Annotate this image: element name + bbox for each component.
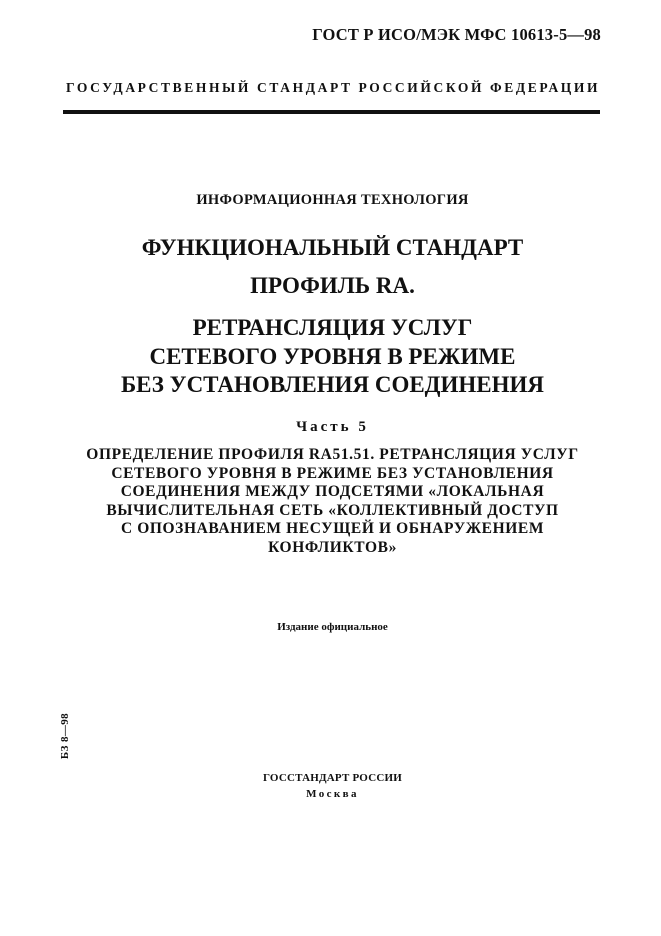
government-standard-heading: ГОСУДАРСТВЕННЫЙ СТАНДАРТ РОССИЙСКОЙ ФЕДЕРАЦИИ xyxy=(66,80,601,95)
main-title-line: БЕЗ УСТАНОВЛЕНИЯ СОЕДИНЕНИЯ xyxy=(120,372,545,397)
main-title-line: СЕТЕВОГО УРОВНЯ В РЕЖИМЕ xyxy=(149,344,516,369)
publisher: ГОССТАНДАРТ РОССИИ xyxy=(263,772,402,784)
subtitle-line: ВЫЧИСЛИТЕЛЬНАЯ СЕТЬ «КОЛЛЕКТИВНЫЙ ДОСТУП xyxy=(106,501,559,519)
main-title xyxy=(60,229,605,399)
edition-note: Издание официальное xyxy=(277,621,388,633)
main-title-line: ФУНКЦИОНАЛЬНЫЙ СТАНДАРТ xyxy=(141,235,524,260)
category-title: ИНФОРМАЦИОННАЯ ТЕХНОЛОГИЯ xyxy=(196,192,469,208)
subtitle-line: С ОПОЗНАВАНИЕМ НЕСУЩЕЙ И ОБНАРУЖЕНИЕМ xyxy=(120,520,545,537)
subtitle-line: ОПРЕДЕЛЕНИЕ ПРОФИЛЯ RA51.51. РЕТРАНСЛЯЦИЯ УСЛУГ xyxy=(86,446,579,463)
part-number: Часть 5 xyxy=(296,419,369,435)
main-title-line: ПРОФИЛЬ RA. xyxy=(250,273,415,298)
subtitle-line: СОЕДИНЕНИЯ МЕЖДУ ПОДСЕТЯМИ «ЛОКАЛЬНАЯ xyxy=(120,483,545,500)
part-subtitle xyxy=(60,446,605,557)
subtitle-line: СЕТЕВОГО УРОВНЯ В РЕЖИМЕ БЕЗ УСТАНОВЛЕНИЯ xyxy=(111,464,554,482)
side-catalog-code-text: БЗ 8—98 xyxy=(59,712,71,759)
subtitle-line: КОНФЛИКТОВ» xyxy=(268,538,397,556)
publisher-city: Москва xyxy=(306,788,359,800)
standard-code: ГОСТ Р ИСО/МЭК МФС 10613-5—98 xyxy=(312,25,601,44)
main-title-line: РЕТРАНСЛЯЦИЯ УСЛУГ xyxy=(192,315,473,340)
header-divider xyxy=(63,110,600,114)
side-catalog-code xyxy=(55,708,75,763)
